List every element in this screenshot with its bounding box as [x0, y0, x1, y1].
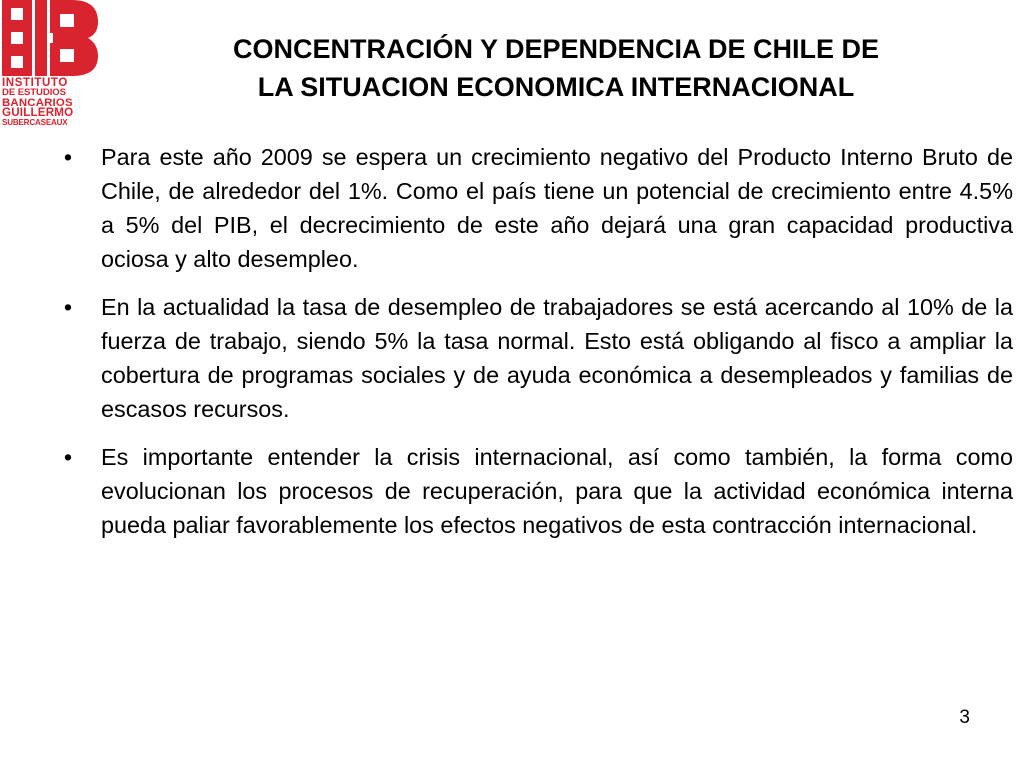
bullet-icon: • [63, 444, 73, 470]
logo-line-3: BANCARIOS [2, 97, 73, 109]
bullet-item-unemployment [63, 290, 1013, 426]
slide-title-line-1: CONCENTRACIÓN Y DEPENDENCIA DE CHILE DE [232, 34, 880, 64]
slide-title-line-2: LA SITUACION ECONOMICA INTERNACIONAL [257, 72, 855, 102]
bullet-text: En la actualidad la tasa de desempleo de trabajadores se está acercando al 10% de la fuerza de trabajo, siendo 5% la tasa normal. Esto está obligando al fisco a ampliar la cobertura de programas sociales y de ayuda económica a desempleados y familias de escasos recursos. [101, 294, 1013, 422]
bullet-list [63, 140, 1013, 556]
institute-logo [2, 0, 98, 146]
logo-line-2: DE ESTUDIOS [2, 87, 66, 98]
bullet-icon: • [63, 294, 73, 320]
logo-line-1: INSTITUTO [2, 77, 68, 89]
bullet-text: Es importante entender la crisis internacional, así como también, la forma como evolucionan los procesos de recuperación, para que la actividad económica interna pueda paliar favorablemente los efectos negativos de esta contracción internacional. [101, 444, 1013, 538]
bullet-item-crisis [63, 440, 1013, 542]
logo-line-5: SUBERCASEAUX [2, 118, 68, 127]
bullet-item-gdp [63, 140, 1013, 276]
bullet-icon: • [63, 144, 73, 170]
logo-line-4: GUILLERMO [2, 106, 74, 119]
slide-title [100, 30, 1012, 106]
logo-text [2, 78, 98, 128]
logo-mark-icon [2, 0, 98, 78]
bullet-text: Para este año 2009 se espera un crecimiento negativo del Producto Interno Bruto de Chile, de alrededor del 1%. Como el país tiene un potencial de crecimiento entre 4.5% a 5% del PIB, el decrecimiento de este año dejará una gran capacidad productiva ociosa y alto desempleo. [101, 144, 1013, 272]
page-number: 3 [959, 707, 970, 728]
